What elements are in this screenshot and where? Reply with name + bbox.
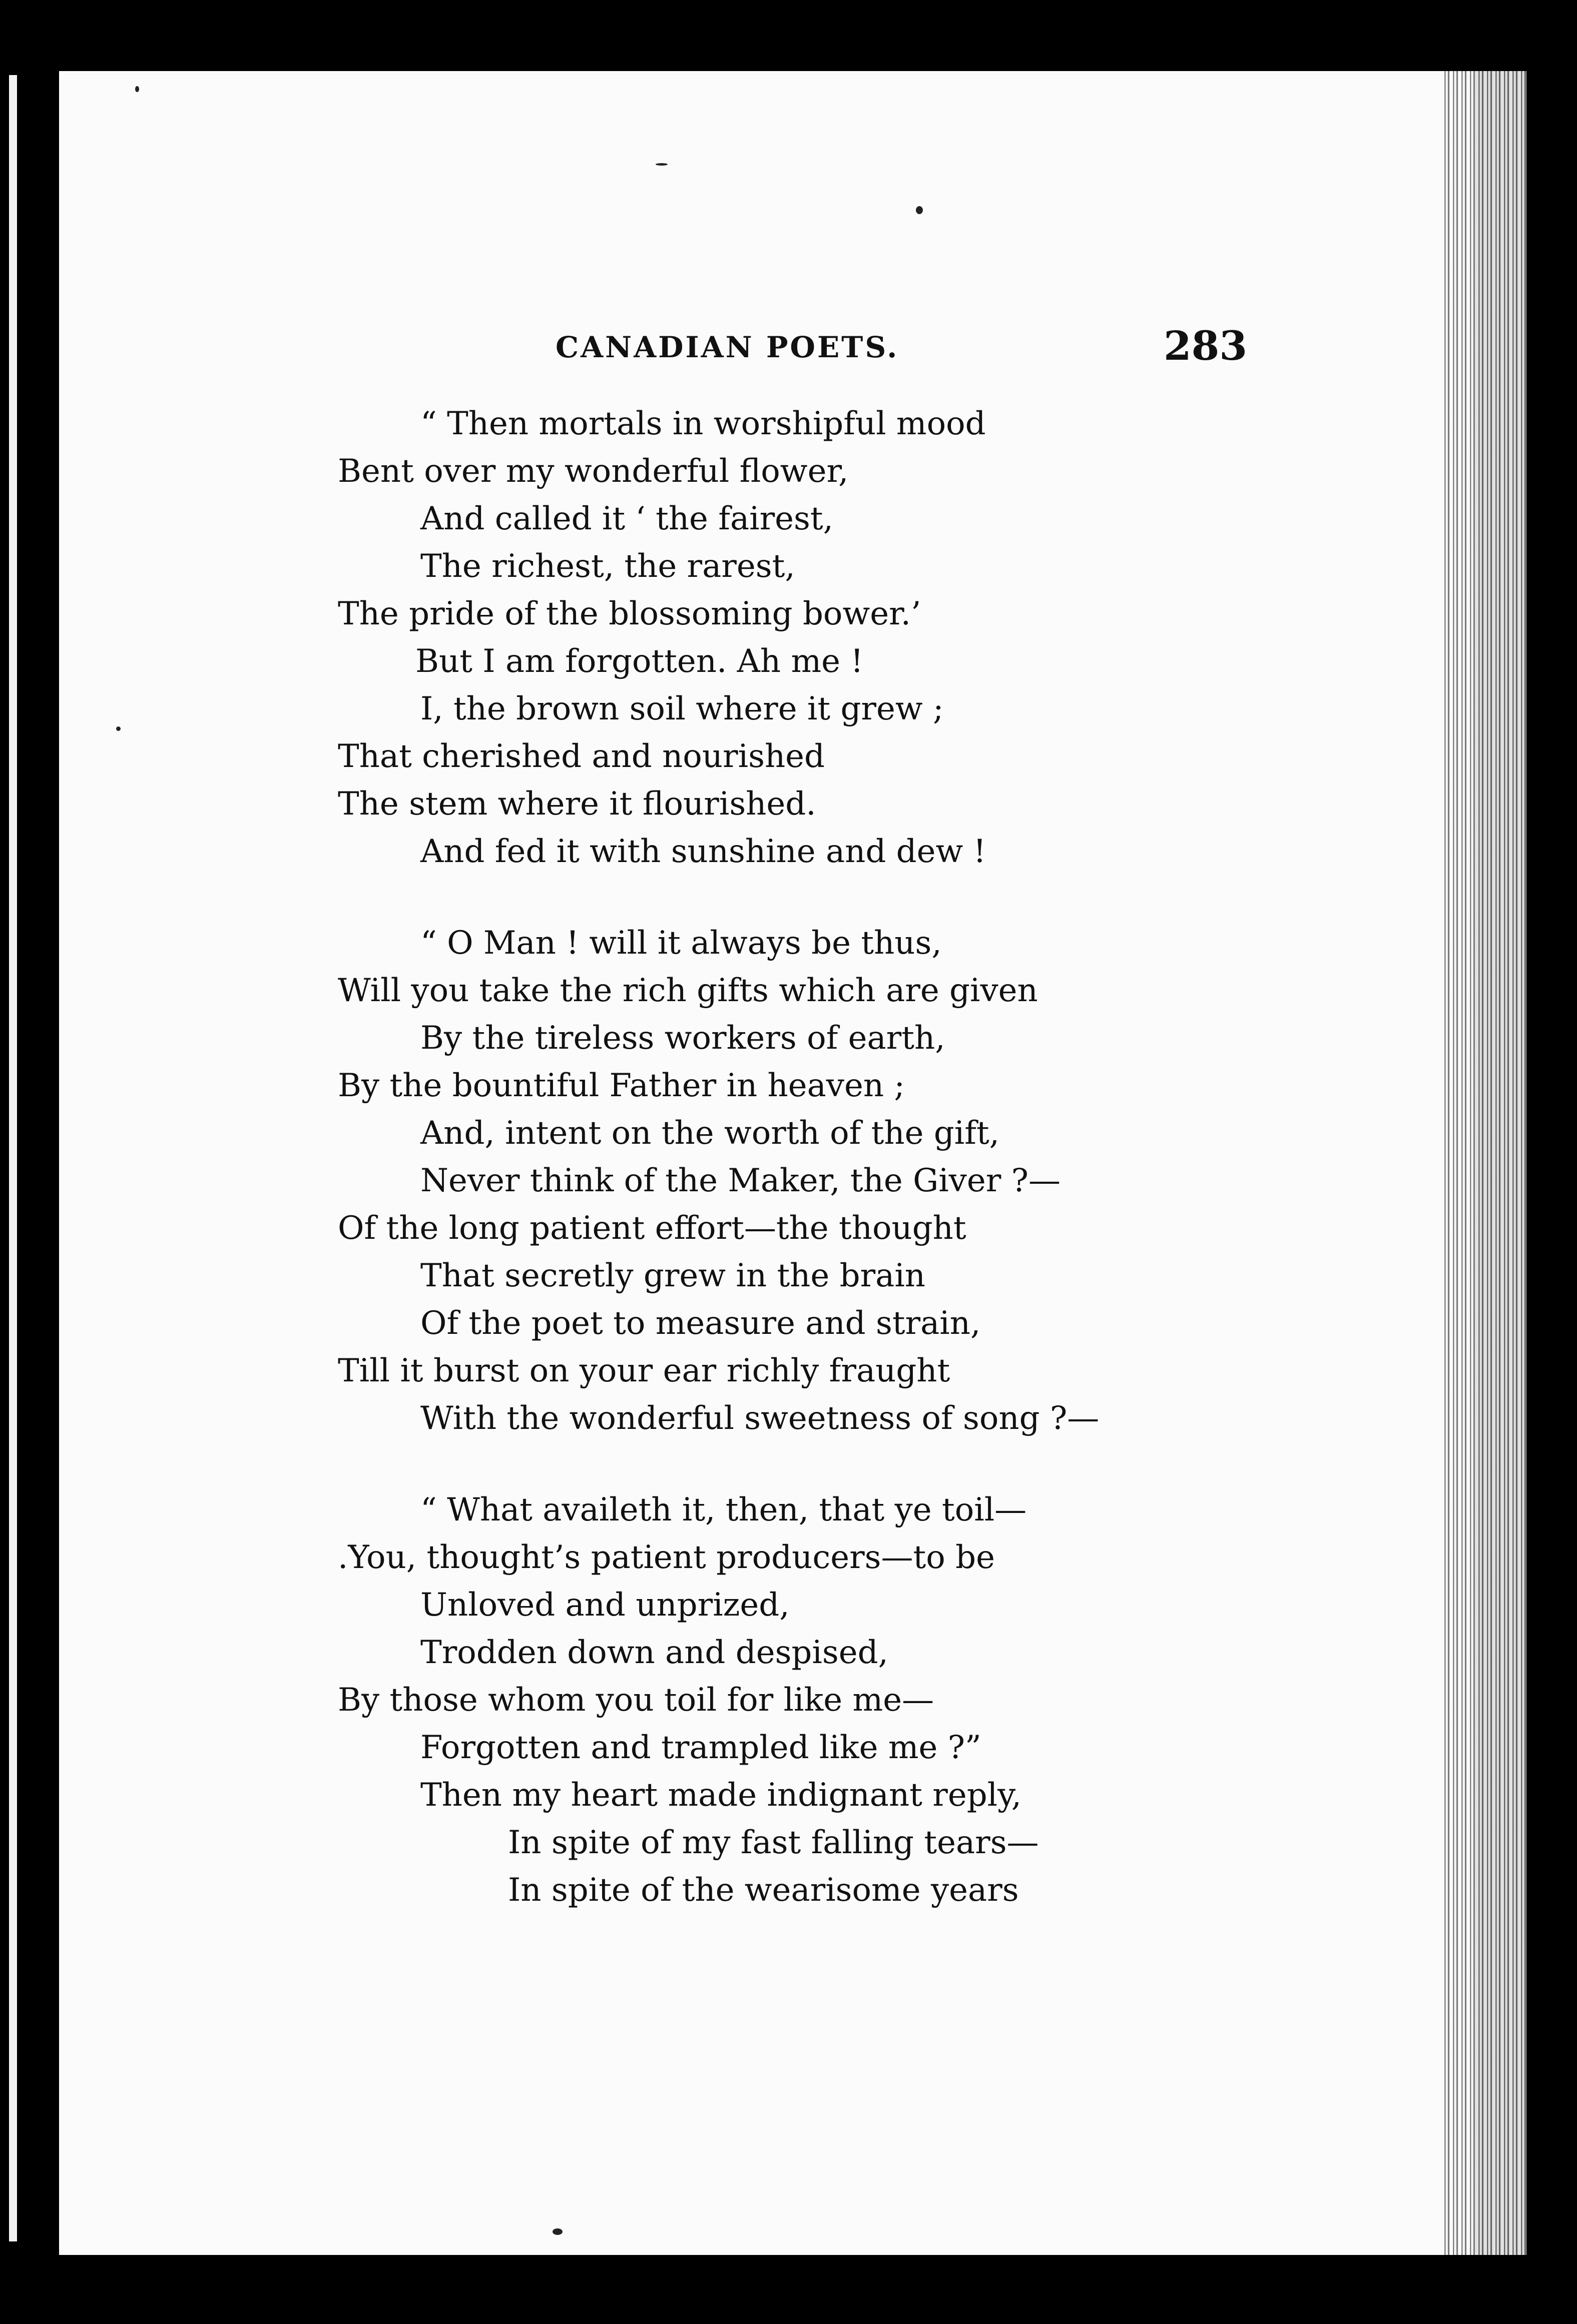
poem-line: But I am forgotten. Ah me !: [415, 643, 864, 680]
poem-line: “ O Man ! will it always be thus,: [420, 925, 942, 962]
poem-line: Bent over my wonderful flower,: [338, 453, 849, 490]
poem-line: Then my heart made indignant reply,: [420, 1777, 1022, 1814]
poem-line: With the wonderful sweetness of song ?—: [420, 1400, 1100, 1437]
poem-line: The stem where it flourished.: [338, 786, 816, 823]
poem-line: By those whom you toil for like me—: [338, 1682, 934, 1719]
running-head: CANADIAN POETS.: [556, 330, 899, 364]
poem-line: “ Then mortals in worshipful mood: [420, 405, 986, 442]
poem-line: And called it ‘ the fairest,: [420, 500, 833, 537]
poem-line: Will you take the rich gifts which are given: [338, 972, 1038, 1009]
poem-line: Forgotten and trampled like me ?”: [420, 1729, 981, 1766]
ink-speck: [553, 2228, 563, 2235]
poem-line: The richest, the rarest,: [420, 548, 795, 585]
poem-line: The pride of the blossoming bower.’: [338, 595, 921, 632]
poem-line: That cherished and nourished: [338, 738, 825, 775]
ink-speck: [916, 206, 923, 214]
poem-line: Till it burst on your ear richly fraught: [338, 1352, 950, 1389]
page-header: [0, 322, 1577, 370]
ink-speck: [656, 163, 668, 166]
poem-line: “ What availeth it, then, that ye toil—: [420, 1491, 1027, 1528]
ink-speck: [135, 86, 139, 92]
poem-line: That secretly grew in the brain: [420, 1257, 925, 1294]
poem-line: And fed it with sunshine and dew !: [420, 833, 986, 870]
stanza-break: [0, 876, 1577, 920]
poem-line: By the tireless workers of earth,: [420, 1020, 945, 1057]
stanza-break: [0, 1442, 1577, 1486]
poem-line: .You, thought’s patient producers—to be: [338, 1539, 995, 1576]
poem-line: Unloved and unprized,: [420, 1587, 790, 1624]
poem-line: I, the brown soil where it grew ;: [420, 690, 944, 727]
poem-body: [0, 400, 1577, 1914]
poem-line: In spite of the wearisome years: [508, 1872, 1019, 1909]
page-number: 283: [1164, 322, 1247, 369]
poem-line: And, intent on the worth of the gift,: [420, 1115, 999, 1152]
poem-line: Trodden down and despised,: [420, 1634, 888, 1671]
poem-line: In spite of my fast falling tears—: [508, 1824, 1039, 1861]
poem-line: Never think of the Maker, the Giver ?—: [420, 1162, 1061, 1199]
poem-line: By the bountiful Father in heaven ;: [338, 1067, 905, 1104]
poem-line: Of the poet to measure and strain,: [420, 1305, 981, 1342]
poem-line: Of the long patient effort—the thought: [338, 1210, 966, 1247]
